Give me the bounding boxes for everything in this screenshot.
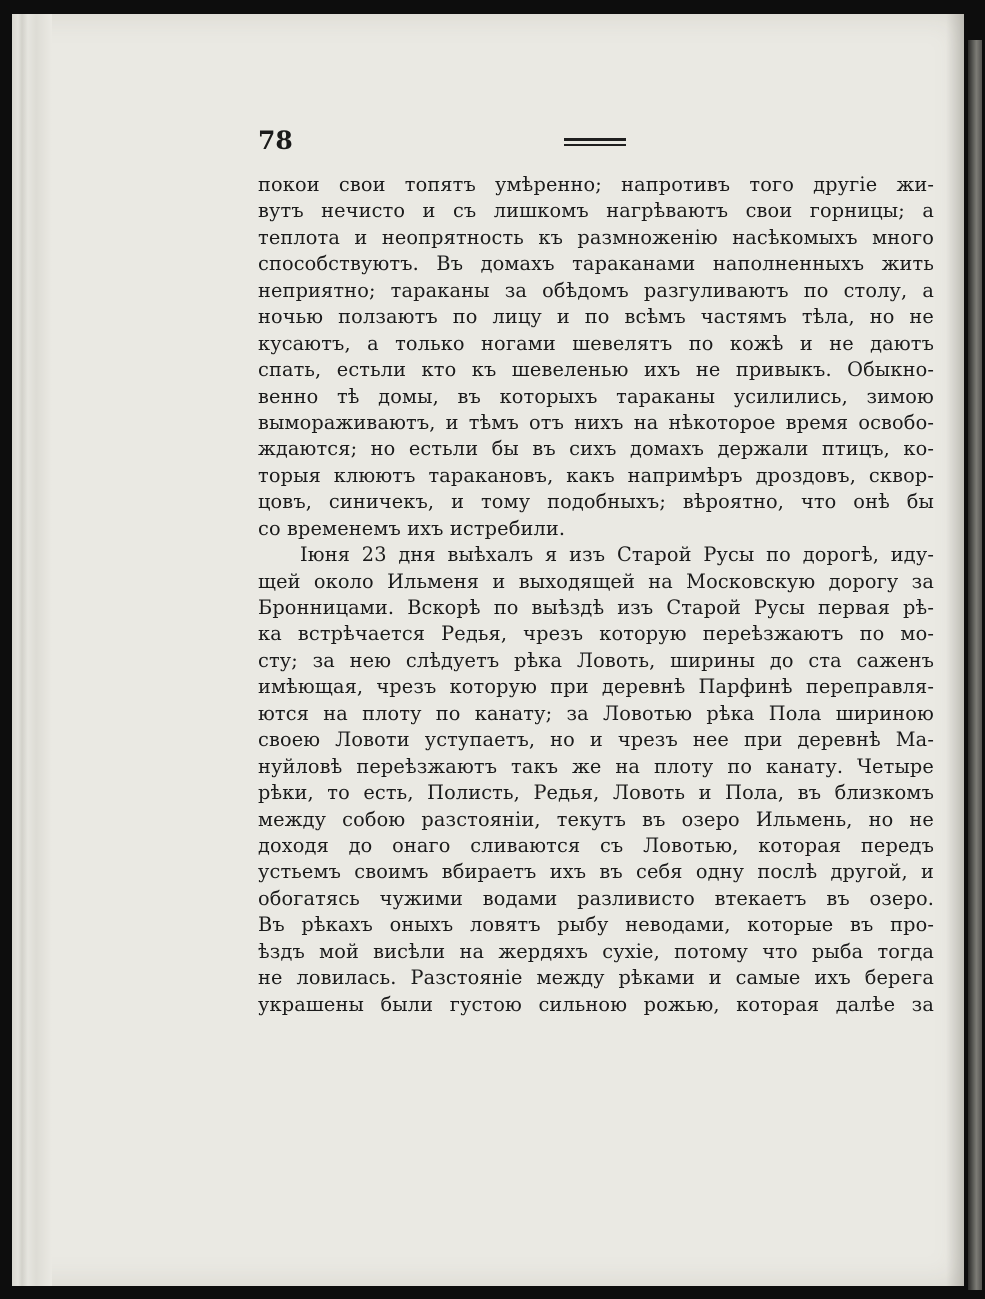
text-line: ѣздъ мой висѣли на жердяхъ сухіе, потому что рыба тогда <box>258 939 934 963</box>
header-ornament-rule <box>564 138 626 146</box>
text-line: покои свои топятъ умѣренно; напротивъ того другіе жи- <box>258 173 934 196</box>
page-stack-edges <box>12 14 52 1286</box>
text-line: со временемъ ихъ истребили. <box>258 516 566 540</box>
text-line: щей около Ильменя и выходящей на Московскую дорогу за <box>258 569 934 593</box>
text-line: своею Ловоти уступаетъ, но и чрезъ нее при деревнѣ Ма- <box>258 728 934 752</box>
text-line: обогатясь чужими водами разливисто втекаетъ въ озеро. <box>258 886 934 910</box>
text-line: между собою разстояніи, текутъ въ озеро Ильмень, но не <box>258 807 934 831</box>
text-line: ночью ползаютъ по лицу и по всѣмъ частямъ тѣла, но не <box>258 305 934 329</box>
text-line: венно тѣ домы, въ которыхъ тараканы усилились, зимою <box>258 384 934 408</box>
text-line: торыя клюютъ таракановъ, какъ напримѣръ дроздовъ, сквор- <box>258 463 934 487</box>
text-line: способствуютъ. Въ домахъ тараканами наполненныхъ жить <box>258 252 934 276</box>
text-line: неприятно; тараканы за обѣдомъ разгуливаютъ по столу, а <box>258 278 934 302</box>
page-header <box>258 126 938 162</box>
text-line: ка встрѣчается Редья, чрезъ которую переѣзжаютъ по мо- <box>258 622 934 646</box>
text-line: доходя до онаго сливаются съ Ловотью, которая передъ <box>258 833 934 857</box>
text-line: кусаютъ, а только ногами шевелятъ по кожѣ и не даютъ <box>258 331 934 355</box>
text-line: вутъ нечисто и съ лишкомъ нагрѣваютъ свои горницы; а <box>258 199 934 223</box>
text-line: ются на плоту по канату; за Ловотью рѣка Пола шириною <box>258 701 934 725</box>
text-line: сту; за нею слѣдуетъ рѣка Ловоть, ширины до ста саженъ <box>258 648 934 672</box>
text-line: имѣющая, чрезъ которую при деревнѣ Парфинѣ переправля- <box>258 675 934 699</box>
text-line: украшены были густою сильною рожью, которая далѣе за <box>258 992 934 1016</box>
text-line: нуйловѣ переѣзжаютъ такъ же на плоту по канату. Четыре <box>258 754 934 778</box>
page-gutter-shadow <box>946 14 964 1286</box>
facing-page-edge <box>968 40 982 1290</box>
text-line: вымораживаютъ, и тѣмъ отъ нихъ на нѣкоторое время освобо- <box>258 410 934 434</box>
text-line: устьемъ своимъ вбираетъ ихъ въ себя одну послѣ другой, и <box>258 860 934 884</box>
text-line: не ловилась. Разстояніе между рѣками и самые ихъ берега <box>258 966 934 990</box>
text-line: рѣки, то есть, Полисть, Редья, Ловоть и Пола, въ близкомъ <box>258 781 934 805</box>
page-body-text <box>258 172 934 1018</box>
text-line: теплота и неопрятность къ размноженію насѣкомыхъ много <box>258 225 934 249</box>
text-line: Въ рѣкахъ оныхъ ловятъ рыбу неводами, которые въ про- <box>258 913 934 937</box>
text-line: ждаются; но естьли бы въ сихъ домахъ держали птицъ, ко- <box>258 437 934 461</box>
page-number: 78 <box>258 126 293 155</box>
text-line: Бронницами. Вскорѣ по выѣздѣ изъ Старой Русы первая рѣ- <box>258 596 934 619</box>
text-line: цовъ, синичекъ, и тому подобныхъ; вѣроятно, что онѣ бы <box>258 490 934 514</box>
text-line: спать, естьли кто къ шевеленью ихъ не привыкъ. Обыкно- <box>258 358 934 382</box>
text-line: Іюня 23 дня выѣхалъ я изъ Старой Русы по дорогѣ, иду- <box>300 543 934 567</box>
